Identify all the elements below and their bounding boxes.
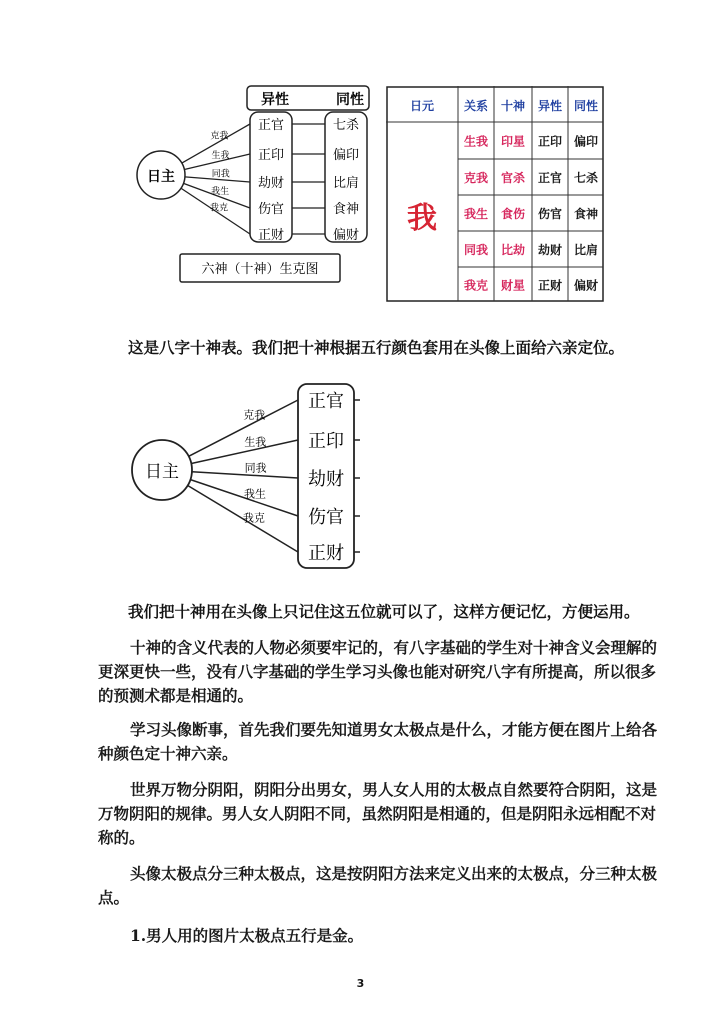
paragraph-2: 学习头像断事，首先我们要先知道男女太极点是什么，才能方便在图片上给各种颜色定十神六亲。 <box>98 720 658 763</box>
paragraph-1: 十神的含义代表的人物必须要牢记的，有八字基础的学生对十神含义会理解的更深更快一些，没有八字基础的学生学习头像也能对研究八字有所提高，所以很多的预测术都是相通的。 <box>98 638 658 705</box>
day-master-label-2: 日主 <box>145 462 179 482</box>
table-cell: 正印 <box>537 134 563 149</box>
table-cell: 财星 <box>500 278 526 293</box>
ten-gods-table <box>386 86 606 304</box>
table-cell: 食神 <box>573 207 599 221</box>
opposite-gender-god: 正官 <box>257 118 285 133</box>
relation-label: 我克 <box>209 203 228 214</box>
day-master-label: 日主 <box>147 169 175 185</box>
table-cell: 同我 <box>463 243 489 257</box>
same-gender-god: 偏印 <box>332 148 360 163</box>
ten-gods-diagram <box>130 82 380 294</box>
table-cell: 偏财 <box>573 278 599 293</box>
table-cell: 劫财 <box>537 243 563 257</box>
table-cell: 官杀 <box>500 171 526 185</box>
table-header-cell: 十神 <box>500 99 526 113</box>
table-header-cell: 关系 <box>463 99 489 113</box>
table-cell: 伤官 <box>537 207 563 221</box>
relation-label: 生我 <box>244 435 267 449</box>
header-right-label: 同性 <box>336 92 364 108</box>
table-cell: 比劫 <box>500 243 526 257</box>
same-gender-god: 七杀 <box>332 118 360 133</box>
table-cell: 食伤 <box>500 207 526 221</box>
table-header-cell: 日元 <box>409 99 435 113</box>
relation-label: 同我 <box>244 461 267 475</box>
same-gender-god: 比肩 <box>332 176 360 191</box>
header-left-label: 异性 <box>261 92 289 108</box>
table-cell: 我生 <box>463 207 489 221</box>
diagram-caption: 六神（十神）生克图 <box>201 262 319 277</box>
relation-label: 克我 <box>243 408 266 422</box>
diagram-caption-2: 我们把十神用在头像上只记住这五位就可以了，这样方便记忆，方便运用。 <box>128 602 640 621</box>
relation-label: 我生 <box>243 487 266 501</box>
table-header-cell: 异性 <box>537 99 563 113</box>
table-cell: 生我 <box>463 134 489 149</box>
table-cell: 偏印 <box>573 134 599 149</box>
same-gender-god: 偏财 <box>332 228 360 243</box>
relation-label: 生我 <box>211 150 230 161</box>
opposite-gender-god: 正印 <box>257 148 285 163</box>
five-positions-diagram <box>130 378 380 580</box>
god-label: 劫财 <box>308 469 344 490</box>
opposite-gender-god: 伤官 <box>257 202 285 217</box>
table-caption: 这是八字十神表。我们把十神根据五行颜色套用在头像上面给六亲定位。 <box>128 338 625 357</box>
paragraph-5: 1.男人用的图片太极点五行是金。 <box>130 926 364 945</box>
relation-label: 克我 <box>210 131 229 142</box>
table-cell: 我克 <box>463 278 489 293</box>
opposite-gender-god: 正财 <box>257 228 285 243</box>
table-cell: 正财 <box>537 278 563 293</box>
god-label: 正财 <box>308 543 344 564</box>
paragraph-3: 世界万物分阴阳，阴阳分出男女，男人女人用的太极点自然要符合阴阳，这是万物阴阳的规律。男人女人阴阳不同，虽然阴阳是相通的，但是阴阳永远相配不对称的。 <box>98 780 658 847</box>
table-cell: 正官 <box>537 171 563 185</box>
table-cell: 比肩 <box>573 243 599 257</box>
same-gender-god: 食神 <box>332 202 360 217</box>
relation-label: 我克 <box>242 511 265 525</box>
god-label: 正官 <box>308 391 344 412</box>
paragraph-4: 头像太极点分三种太极点，这是按阴阳方法来定义出来的太极点，分三种太极点。 <box>98 864 658 907</box>
day-master-glyph: 我 <box>407 201 437 236</box>
god-label: 正印 <box>308 431 344 452</box>
table-cell: 七杀 <box>573 171 599 185</box>
god-label: 伤官 <box>308 507 344 528</box>
table-header-cell: 同性 <box>573 99 599 113</box>
table-border <box>387 87 603 301</box>
relation-label: 同我 <box>211 169 230 180</box>
opposite-gender-god: 劫财 <box>257 176 285 191</box>
table-cell: 印星 <box>500 134 526 149</box>
relation-label: 我生 <box>211 186 230 197</box>
table-cell: 克我 <box>463 171 489 185</box>
page-number: 3 <box>356 977 365 990</box>
